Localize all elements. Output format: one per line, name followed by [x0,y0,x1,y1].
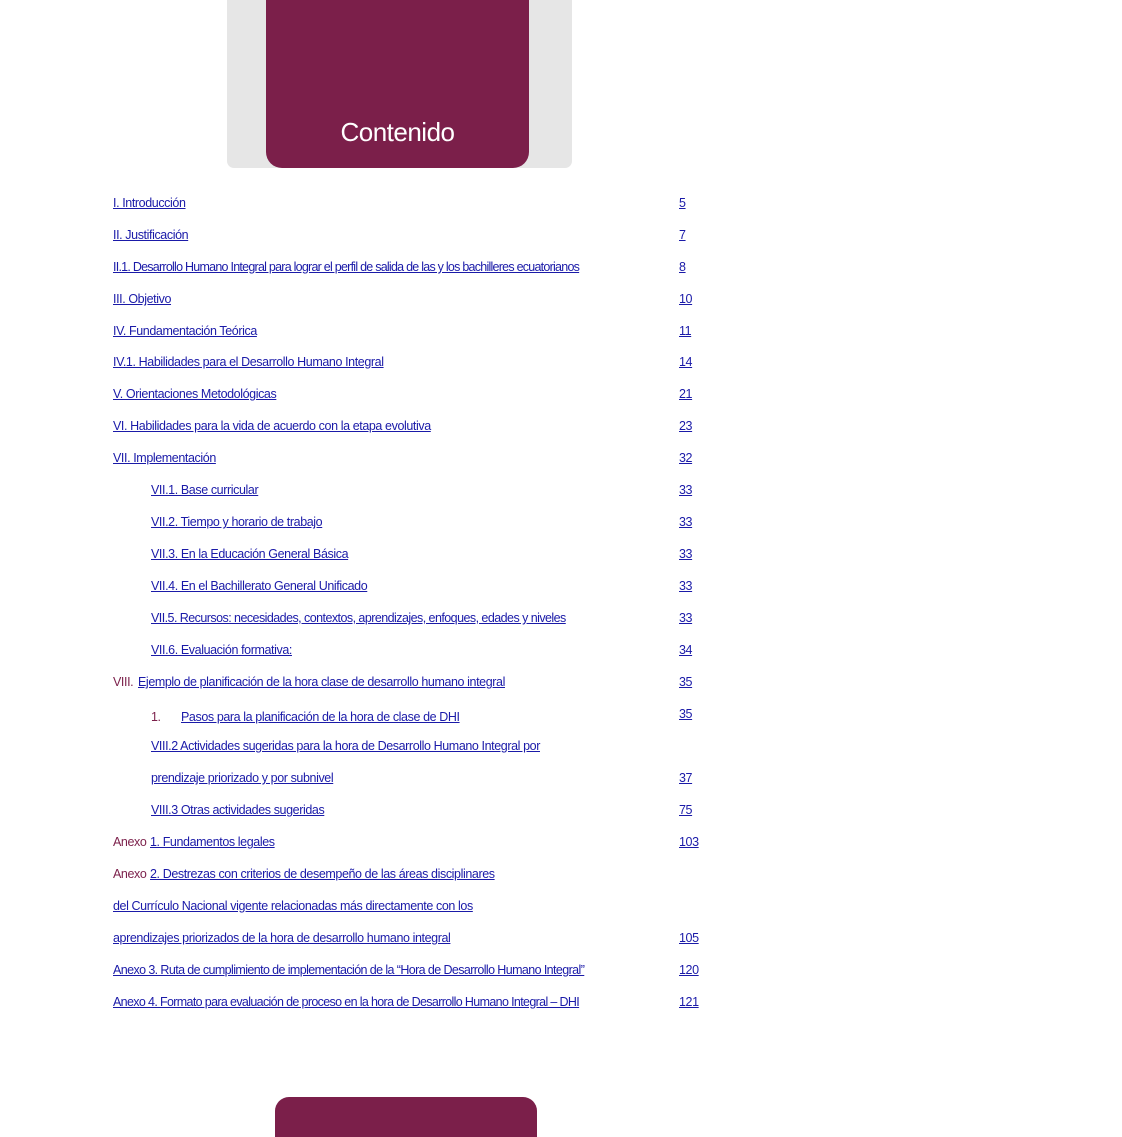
toc-page-number[interactable]: 33 [679,579,693,593]
toc-link[interactable]: VII.5. Recursos: necesidades, contextos, aprendizajes, enfoques, edades y niveles [151,611,566,625]
toc-page-number[interactable]: 33 [679,483,693,497]
toc-page-number[interactable]: 33 [679,515,693,529]
toc-link[interactable]: aprendizajes priorizados de la hora de desarrollo humano integral [113,931,451,945]
toc-page-number[interactable]: 23 [679,419,693,433]
toc-row [0,963,720,981]
toc-row [0,355,720,373]
toc-row [0,451,720,469]
toc-link[interactable]: del Currículo Nacional vigente relacionadas más directamente con los [113,899,473,913]
toc-row [0,387,720,405]
toc-row [0,324,720,342]
toc-row [0,675,720,693]
toc-page-number[interactable]: 33 [679,611,693,625]
toc-page-number[interactable]: 14 [679,355,693,369]
toc-link[interactable]: VII.6. Evaluación formativa: [151,643,292,657]
toc-page-number[interactable]: 8 [679,260,686,274]
toc-link[interactable]: VII.4. En el Bachillerato General Unificado [151,579,368,593]
toc-link[interactable]: prendizaje priorizado y por subnivel [151,771,334,785]
toc-page-number[interactable]: 105 [679,931,699,945]
toc-row [0,228,720,246]
toc-page-number[interactable]: 34 [679,643,693,657]
toc-link[interactable]: V. Orientaciones Metodológicas [113,387,277,401]
toc-row [0,579,720,597]
toc-row [0,707,720,725]
toc-row [0,803,720,821]
toc-page-number[interactable]: 11 [679,324,692,338]
toc-link[interactable]: Anexo 3. Ruta de cumplimiento de implementación de la “Hora de Desarrollo Humano Integral” [113,963,585,977]
toc-page-number[interactable]: 21 [679,387,693,401]
toc-prefix: Anexo [113,867,147,881]
toc-row [0,611,720,629]
toc-row [0,196,720,214]
toc-row [0,292,720,310]
toc-row [0,995,720,1013]
toc-link[interactable]: VII.2. Tiempo y horario de trabajo [151,515,323,529]
toc-link[interactable]: II.1. Desarrollo Humano Integral para lograr el perfil de salida de las y los bachilleres ecuatorianos [113,260,580,274]
toc-page-number[interactable]: 120 [679,963,699,977]
toc-link[interactable]: Ejemplo de planificación de la hora clase de desarrollo humano integral [138,675,505,689]
toc-page-number[interactable]: 35 [679,707,693,721]
footer-tab [275,1097,537,1137]
toc-row [0,835,720,853]
toc-link[interactable]: VII. Implementación [113,451,216,465]
toc-row [0,419,720,437]
toc-link[interactable]: Anexo 4. Formato para evaluación de proceso en la hora de Desarrollo Humano Integral – DHI [113,995,580,1009]
toc-row [0,260,720,278]
toc-page-number[interactable]: 10 [679,292,693,306]
page-title: Contenido [340,117,455,147]
toc-row [0,771,720,789]
toc-page-number[interactable]: 33 [679,547,693,561]
toc-page-number[interactable]: 121 [679,995,699,1009]
toc-page-number[interactable]: 103 [679,835,699,849]
toc-link[interactable]: IV. Fundamentación Teórica [113,324,257,338]
toc-page-number[interactable]: 35 [679,675,693,689]
toc-link[interactable]: 2. Destrezas con criterios de desempeño de las áreas disciplinares [150,867,495,881]
toc-link[interactable]: I. Introducción [113,196,186,210]
toc-link[interactable]: II. Justificación [113,228,189,242]
toc-row [0,515,720,533]
toc-link[interactable]: VIII.2 Actividades sugeridas para la hora de Desarrollo Humano Integral por [151,739,540,753]
toc-page-number[interactable]: 5 [679,196,686,210]
toc-link[interactable]: VIII.3 Otras actividades sugeridas [151,803,325,817]
toc-link[interactable]: III. Objetivo [113,292,172,306]
toc-page-number[interactable]: 7 [679,228,686,242]
toc-page-number[interactable]: 37 [679,771,693,785]
toc-prefix: VIII. [113,675,134,689]
toc-page-number[interactable]: 75 [679,803,693,817]
toc-row [0,643,720,661]
toc-row [0,739,720,757]
toc-prefix: Anexo [113,835,147,849]
toc-link[interactable]: IV.1. Habilidades para el Desarrollo Humano Integral [113,355,384,369]
toc-link[interactable]: VII.3. En la Educación General Básica [151,547,349,561]
toc-page-number[interactable]: 32 [679,451,693,465]
toc-link[interactable]: Pasos para la planificación de la hora de clase de DHI [181,710,460,724]
toc-link[interactable]: VII.1. Base curricular [151,483,259,497]
toc-row [0,483,720,501]
toc-link[interactable]: 1. Fundamentos legales [150,835,275,849]
toc-row [0,867,720,885]
toc-row [0,931,720,949]
toc-row [0,547,720,565]
toc-prefix: 1. [151,710,161,724]
toc-link[interactable]: VI. Habilidades para la vida de acuerdo con la etapa evolutiva [113,419,431,433]
toc-row [0,899,720,917]
